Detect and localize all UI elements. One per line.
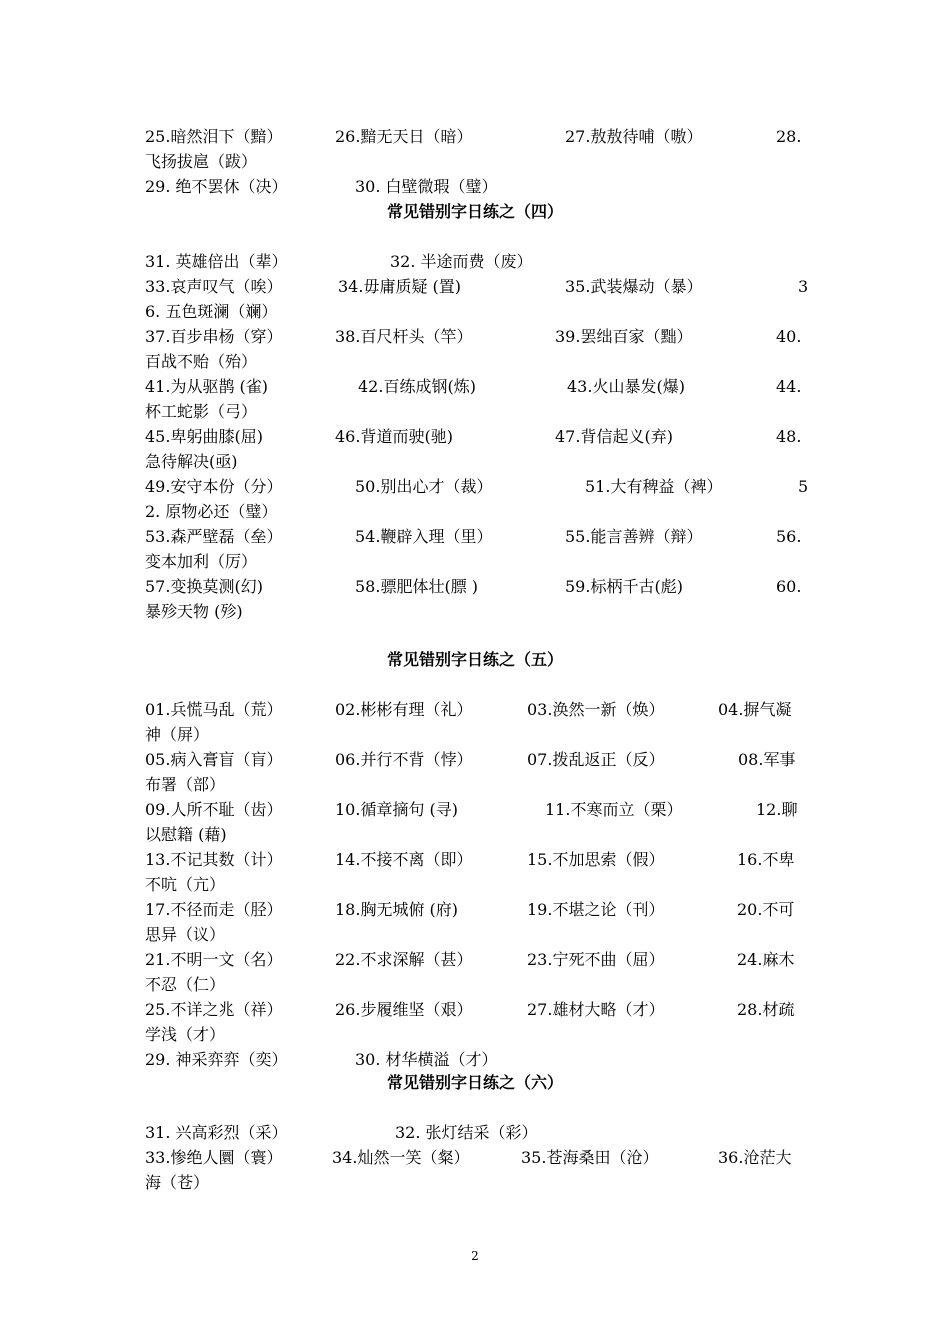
- exercise-item: 32. 半途而费（废）: [390, 252, 533, 271]
- exercise-item: 56.: [776, 527, 802, 546]
- text-line: [0, 574, 950, 599]
- text-line: [0, 274, 950, 299]
- exercise-item: 35.苍海桑田（沧）: [521, 1148, 659, 1167]
- exercise-item: 急待解决(亟): [145, 452, 238, 471]
- section-heading-5: 常见错别字日练之（五）: [386, 650, 563, 669]
- exercise-item: 杯工蛇影（弓）: [145, 402, 258, 421]
- exercise-item: 53.森严壁磊（垒）: [145, 527, 283, 546]
- text-line: [0, 1120, 950, 1145]
- exercise-item: 50.别出心才（裁）: [355, 477, 493, 496]
- exercise-item: 13.不记其数（计）: [145, 850, 283, 869]
- exercise-item: 54.鞭辟入理（里）: [355, 527, 493, 546]
- text-line: [0, 797, 950, 822]
- text-line: [0, 324, 950, 349]
- exercise-item: 不吭（亢）: [145, 875, 226, 894]
- exercise-item: 36.沧茫大: [718, 1148, 792, 1167]
- exercise-item: 5: [798, 477, 809, 496]
- exercise-item: 43.火山暴发(爆): [567, 377, 685, 396]
- exercise-item: 布署（部）: [145, 775, 226, 794]
- exercise-item: 3: [798, 277, 809, 296]
- exercise-item: 03.涣然一新（焕）: [527, 700, 665, 719]
- exercise-item: 飞扬拔扈（跋）: [145, 152, 258, 171]
- exercise-item: 30. 白壁微瑕（璧）: [355, 177, 498, 196]
- exercise-item: 40.: [776, 327, 802, 346]
- text-line: [0, 249, 950, 274]
- exercise-item: 09.人所不耻（齿）: [145, 800, 283, 819]
- exercise-item: 27.敖敖待哺（嗷）: [565, 127, 703, 146]
- exercise-item: 46.背道而驶(驰): [335, 427, 453, 446]
- text-line: [0, 599, 950, 624]
- exercise-item: 06.并行不背（悖）: [335, 750, 473, 769]
- exercise-item: 47.背信起义(弃): [555, 427, 673, 446]
- exercise-item: 32. 张灯结采（彩）: [395, 1123, 538, 1142]
- section-heading-4: 常见错别字日练之（四）: [386, 202, 563, 221]
- exercise-item: 58.骠肥体壮(膘 ): [355, 577, 479, 596]
- exercise-item: 34.灿然一笑（粲）: [332, 1148, 470, 1167]
- exercise-item: 31. 兴高彩烈（采）: [145, 1123, 288, 1142]
- exercise-item: 12.聊: [756, 800, 798, 819]
- exercise-item: 海（苍）: [145, 1173, 210, 1192]
- exercise-item: 44.: [776, 377, 802, 396]
- exercise-item: 37.百步串杨（穿）: [145, 327, 283, 346]
- section-heading-6: 常见错别字日练之（六）: [386, 1073, 563, 1092]
- text-line: [0, 1047, 950, 1072]
- text-line: [0, 399, 950, 424]
- exercise-item: 23.宁死不曲（屈）: [527, 950, 665, 969]
- exercise-item: 02.彬彬有理（礼）: [335, 700, 473, 719]
- text-line: [0, 747, 950, 772]
- text-line: [0, 299, 950, 324]
- exercise-item: 01.兵慌马乱（荒）: [145, 700, 283, 719]
- text-line: [0, 947, 950, 972]
- text-line: [0, 722, 950, 747]
- exercise-item: 30. 材华横溢（才）: [355, 1050, 498, 1069]
- text-line: [0, 922, 950, 947]
- text-line: [0, 374, 950, 399]
- exercise-item: 04.摒气凝: [718, 700, 792, 719]
- exercise-item: 59.标柄千古(彪): [565, 577, 683, 596]
- exercise-item: 33.惨绝人圜（寰）: [145, 1148, 283, 1167]
- text-line: [0, 424, 950, 449]
- exercise-item: 33.哀声叹气（唉）: [145, 277, 283, 296]
- exercise-item: 28.材疏: [737, 1000, 795, 1019]
- text-line: [0, 872, 950, 897]
- exercise-item: 变本加利（厉）: [145, 552, 258, 571]
- text-line: [0, 847, 950, 872]
- exercise-item: 26.黯无天日（暗）: [335, 127, 473, 146]
- exercise-item: 不忍（仁）: [145, 975, 226, 994]
- text-line: [0, 972, 950, 997]
- exercise-item: 27.雄材大略（才）: [527, 1000, 665, 1019]
- exercise-item: 48.: [776, 427, 802, 446]
- exercise-item: 38.百尺杆头（竿）: [335, 327, 473, 346]
- exercise-item: 10.循章摘句 (寻): [335, 800, 459, 819]
- exercise-item: 15.不加思索（假）: [527, 850, 665, 869]
- exercise-item: 42.百练成钢(炼): [358, 377, 476, 396]
- exercise-item: 07.拨乱返正（反）: [527, 750, 665, 769]
- exercise-item: 55.能言善辨（辩）: [565, 527, 703, 546]
- exercise-item: 6. 五色斑澜（斓）: [145, 302, 278, 321]
- text-line: [0, 997, 950, 1022]
- exercise-item: 暴殄天物 (殄): [145, 602, 243, 621]
- exercise-item: 28.: [776, 127, 802, 146]
- exercise-item: 思异（议）: [145, 925, 226, 944]
- exercise-item: 57.变换莫测(幻): [145, 577, 263, 596]
- exercise-item: 29. 绝不罢休（决）: [145, 177, 288, 196]
- text-line: [0, 124, 950, 149]
- exercise-item: 百战不贻（殆）: [145, 352, 258, 371]
- text-line: [0, 149, 950, 174]
- exercise-item: 20.不可: [737, 900, 795, 919]
- text-line: [0, 1022, 950, 1047]
- exercise-item: 45.卑躬曲膝(屈): [145, 427, 263, 446]
- text-line: [0, 897, 950, 922]
- text-line: [0, 349, 950, 374]
- text-line: [0, 174, 950, 199]
- text-line: [0, 499, 950, 524]
- text-line: [0, 1145, 950, 1170]
- text-line: [0, 1170, 950, 1195]
- exercise-item: 19.不堪之论（刊）: [527, 900, 665, 919]
- exercise-item: 08.军事: [738, 750, 796, 769]
- exercise-item: 11.不寒而立（栗）: [545, 800, 683, 819]
- exercise-item: 05.病入膏盲（肓）: [145, 750, 283, 769]
- exercise-item: 以慰籍 (藉): [145, 825, 227, 844]
- exercise-item: 60.: [776, 577, 802, 596]
- text-line: [0, 474, 950, 499]
- exercise-item: 16.不卑: [737, 850, 795, 869]
- text-line: [0, 772, 950, 797]
- exercise-item: 22.不求深解（甚）: [335, 950, 473, 969]
- exercise-item: 39.罢绌百家（黜）: [555, 327, 693, 346]
- exercise-item: 14.不接不离（即）: [335, 850, 473, 869]
- text-line: [0, 449, 950, 474]
- exercise-item: 34.毋庸质疑 (置): [338, 277, 462, 296]
- exercise-item: 26.步履维坚（艰）: [335, 1000, 473, 1019]
- exercise-item: 25.暗然泪下（黯）: [145, 127, 283, 146]
- exercise-item: 24.麻木: [737, 950, 795, 969]
- exercise-item: 神（屏）: [145, 725, 210, 744]
- exercise-item: 2. 原物必还（璧）: [145, 502, 278, 521]
- exercise-item: 31. 英雄倍出（辈）: [145, 252, 288, 271]
- exercise-item: 25.不详之兆（祥）: [145, 1000, 283, 1019]
- exercise-item: 18.胸无城俯 (府): [335, 900, 459, 919]
- exercise-item: 21.不明一文（名）: [145, 950, 283, 969]
- exercise-item: 35.武装爆动（暴）: [565, 277, 703, 296]
- exercise-item: 29. 神采弈弈（奕）: [145, 1050, 288, 1069]
- text-line: [0, 697, 950, 722]
- exercise-item: 49.安守本份（分）: [145, 477, 283, 496]
- text-line: [0, 524, 950, 549]
- exercise-item: 学浅（才）: [145, 1025, 226, 1044]
- text-line: [0, 549, 950, 574]
- exercise-item: 51.大有稗益（裨）: [585, 477, 723, 496]
- text-line: [0, 822, 950, 847]
- exercise-item: 17.不径而走（胫）: [145, 900, 283, 919]
- exercise-item: 41.为从驱鹊 (雀): [145, 377, 269, 396]
- page-number: 2: [471, 1249, 479, 1263]
